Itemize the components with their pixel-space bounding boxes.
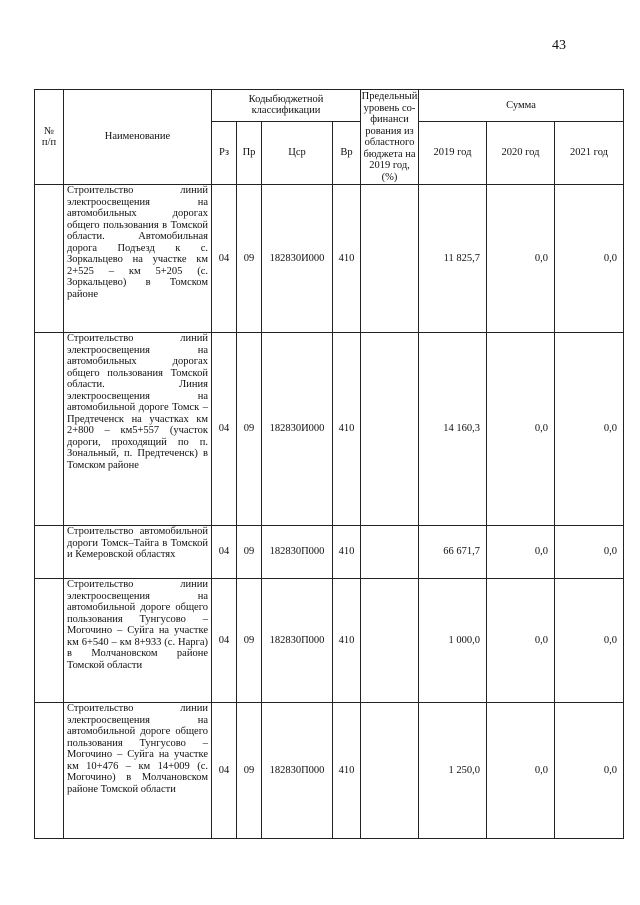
row-csr: 182830П000 — [262, 526, 333, 579]
row-vr: 410 — [333, 185, 361, 333]
row-num — [35, 526, 64, 579]
row-csr: 182830П000 — [262, 703, 333, 839]
row-2020: 0,0 — [487, 526, 555, 579]
row-2019: 66 671,7 — [419, 526, 487, 579]
row-2021: 0,0 — [555, 526, 624, 579]
header-2021: 2021 год — [555, 121, 624, 184]
row-csr: 182830И000 — [262, 333, 333, 526]
row-csr: 182830И000 — [262, 185, 333, 333]
row-name: Строительство линии электроосвещения на автомобильной дороге общего пользования Тунгусово – Могочино – Суйга на участке км 6+540 – км 8+933 (с. Нарга) в Молчановском районе Томской области — [64, 579, 212, 703]
row-cofin — [361, 703, 419, 839]
header-2019: 2019 год — [419, 121, 487, 184]
row-2021: 0,0 — [555, 333, 624, 526]
row-name: Строительство линий электроосвещения на автомобильных дорогах общего пользования в Томской области. Автомобильная дорога Подъезд к с. Зоркальцево на участке км 2+525 – км 5+205 (с. Зоркальцево) в Томском районе — [64, 185, 212, 333]
row-2019: 1 000,0 — [419, 579, 487, 703]
header-cofinancing: Предельный уровень со-финанси рования из областного бюджета на 2019 год, (%) — [361, 91, 418, 183]
row-num — [35, 703, 64, 839]
row-vr: 410 — [333, 703, 361, 839]
budget-table — [34, 89, 624, 839]
table-row — [35, 526, 624, 579]
row-2021: 0,0 — [555, 185, 624, 333]
row-2019: 11 825,7 — [419, 185, 487, 333]
row-vr: 410 — [333, 579, 361, 703]
row-num — [35, 333, 64, 526]
header-pr: Пр — [237, 121, 262, 184]
row-cofin — [361, 526, 419, 579]
row-2021: 0,0 — [555, 703, 624, 839]
page-number: 43 — [552, 38, 566, 53]
header-csr: Цср — [262, 121, 333, 184]
row-pr: 09 — [237, 703, 262, 839]
row-name: Строительство линий электроосвещения на автомобильных дорогах общего пользования Томской области. Линия электроосвещения на автомобильной дороге Томск – Предтеченск на участках км 2+800 – км5+557 (участок дороги, проходящий по п. Зональный, п. Предтеченск) в Томском районе — [64, 333, 212, 526]
row-vr: 410 — [333, 333, 361, 526]
row-2020: 0,0 — [487, 579, 555, 703]
table-row — [35, 579, 624, 703]
header-name: Наименование — [64, 90, 212, 185]
header-codes: Кодыбюджетной классификации — [212, 90, 361, 122]
row-cofin — [361, 579, 419, 703]
header-2020: 2020 год — [487, 121, 555, 184]
row-rz: 04 — [212, 526, 237, 579]
row-pr: 09 — [237, 185, 262, 333]
table-row — [35, 185, 624, 333]
row-rz: 04 — [212, 579, 237, 703]
row-2019: 14 160,3 — [419, 333, 487, 526]
row-pr: 09 — [237, 526, 262, 579]
row-num — [35, 185, 64, 333]
row-2019: 1 250,0 — [419, 703, 487, 839]
row-vr: 410 — [333, 526, 361, 579]
header-vr: Вр — [333, 121, 361, 184]
row-rz: 04 — [212, 333, 237, 526]
header-num: № п/п — [35, 90, 64, 185]
row-2020: 0,0 — [487, 333, 555, 526]
row-2020: 0,0 — [487, 185, 555, 333]
row-pr: 09 — [237, 579, 262, 703]
table-row — [35, 703, 624, 839]
row-name: Строительство автомобильной дороги Томск–Тайга в Томской и Кемеровской областях — [64, 526, 212, 579]
row-cofin — [361, 185, 419, 333]
row-cofin — [361, 333, 419, 526]
row-num — [35, 579, 64, 703]
header-sum: Сумма — [419, 90, 624, 122]
row-2020: 0,0 — [487, 703, 555, 839]
row-2021: 0,0 — [555, 579, 624, 703]
row-pr: 09 — [237, 333, 262, 526]
table-row — [35, 333, 624, 526]
row-name: Строительство линии электроосвещения на автомобильной дороге общего пользования Тунгусово – Могочино – Суйга на участке км 10+476 – км 14+009 (с. Могочино) в Молчановском районе Томской области — [64, 703, 212, 839]
row-csr: 182830П000 — [262, 579, 333, 703]
row-rz: 04 — [212, 703, 237, 839]
row-rz: 04 — [212, 185, 237, 333]
header-rz: Рз — [212, 121, 237, 184]
